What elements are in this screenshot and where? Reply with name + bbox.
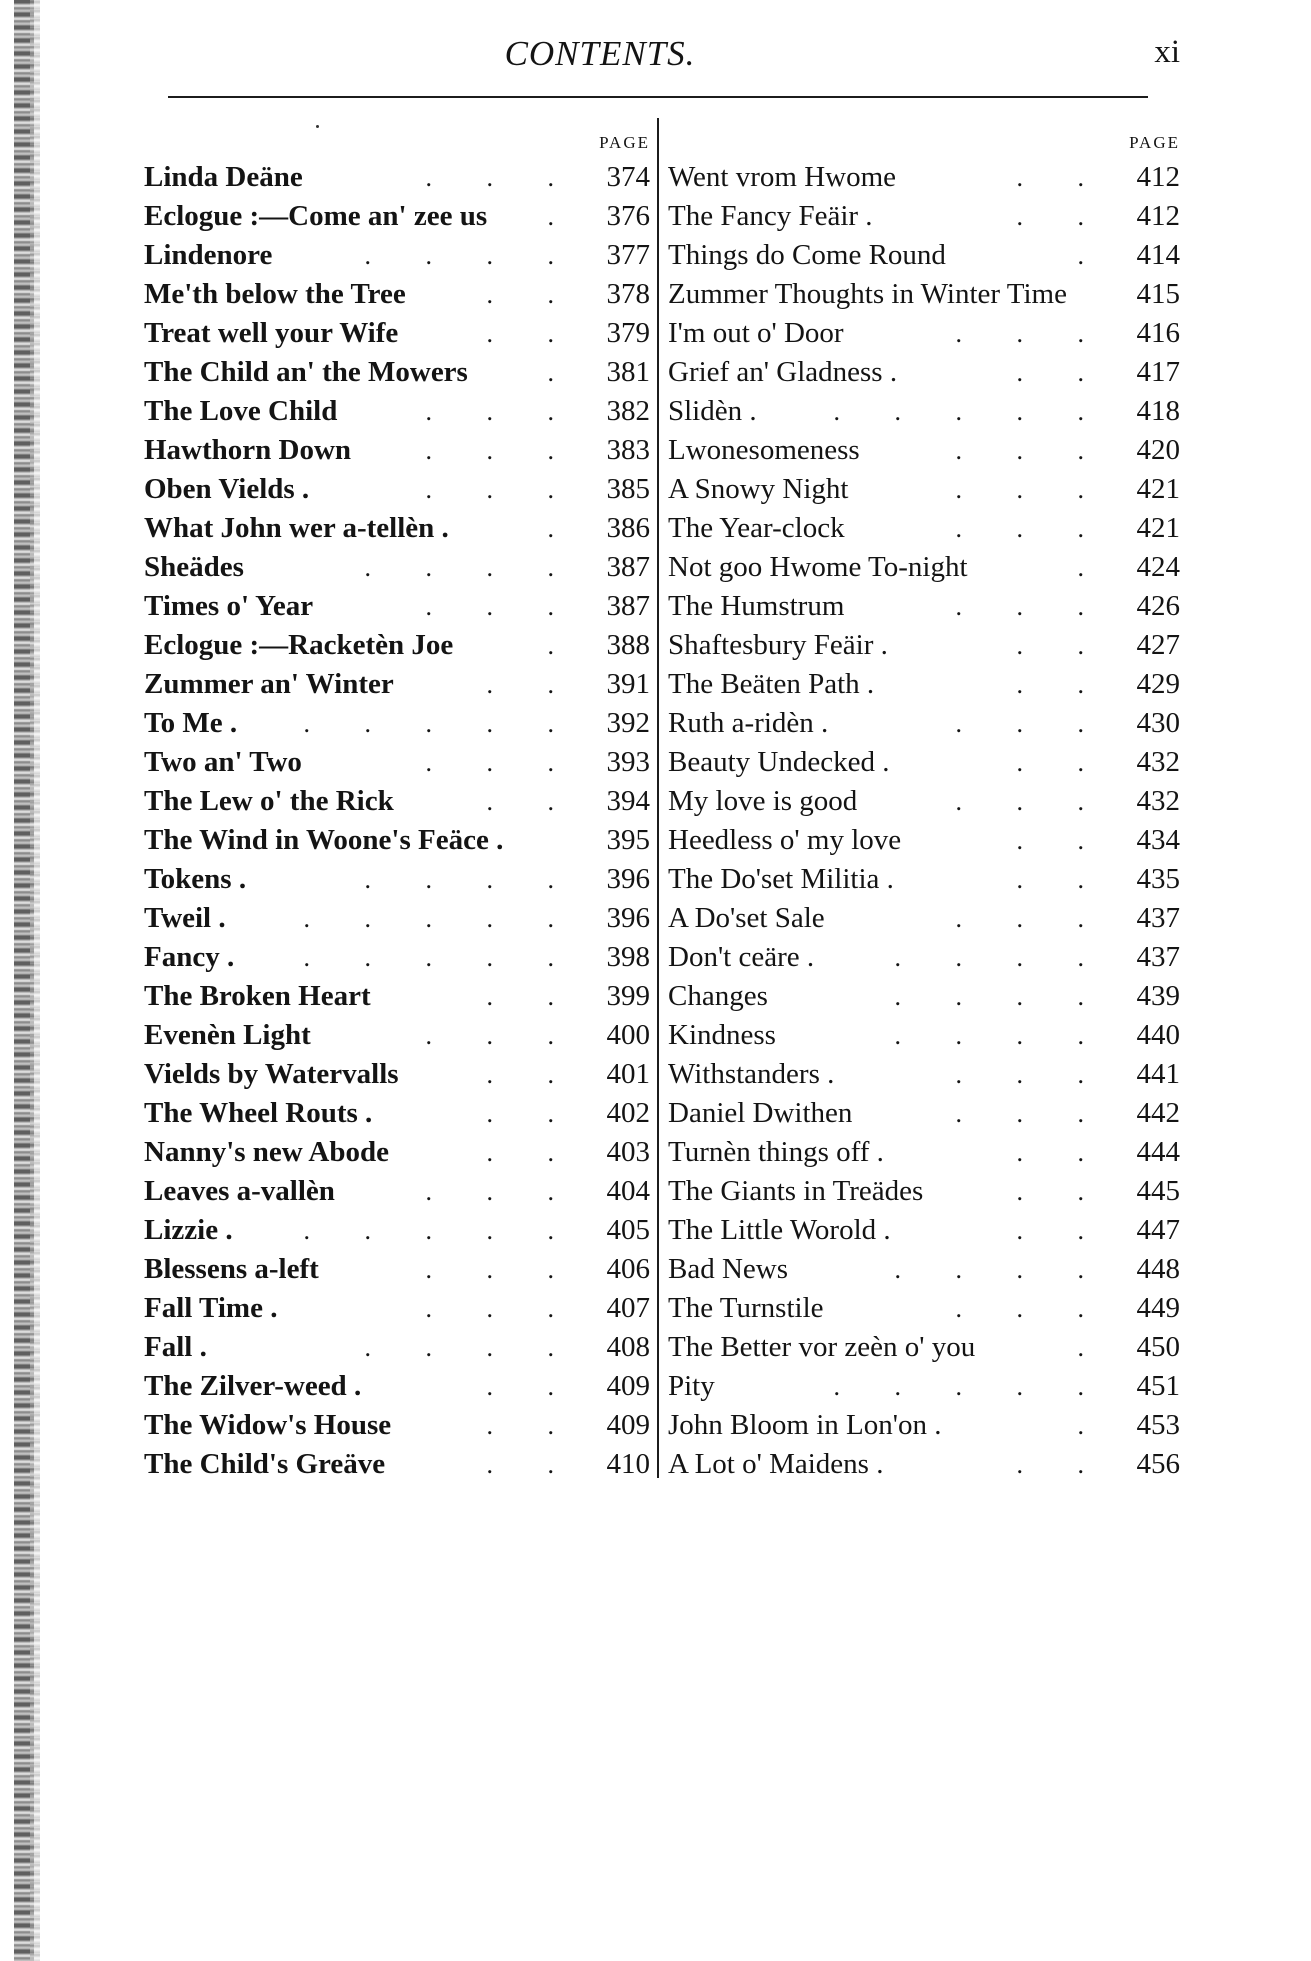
entry-title: Vields by Watervalls	[144, 1058, 399, 1090]
contents-entry	[668, 431, 1180, 470]
entry-page-number: 381	[606, 356, 650, 388]
entry-title: Nanny's new Abode	[144, 1136, 389, 1168]
entry-page-number: 409	[606, 1370, 650, 1402]
entry-page-number: 414	[1136, 239, 1180, 271]
entry-leader-dots: . . .	[955, 592, 1108, 621]
entry-page-number: 394	[606, 785, 650, 817]
entry-title: The Widow's House	[144, 1409, 392, 1441]
entry-title: Sheädes	[144, 551, 244, 583]
entry-title: A Do'set Sale	[668, 902, 825, 934]
entry-leader-dots: .	[547, 514, 578, 543]
entry-title: Tweil .	[144, 902, 226, 934]
contents-entry	[668, 470, 1180, 509]
entry-title: The Love Child	[144, 395, 338, 427]
entry-title: The Broken Heart	[144, 980, 371, 1012]
entry-page-number: 426	[1136, 590, 1180, 622]
contents-entry	[144, 1172, 650, 1211]
entry-leader-dots: . .	[1016, 1216, 1108, 1245]
entry-page-number: 406	[606, 1253, 650, 1285]
entry-leader-dots: . . .	[955, 475, 1108, 504]
contents-entry	[668, 626, 1180, 665]
contents-entry	[144, 626, 650, 665]
entry-leader-dots: . . . .	[894, 982, 1108, 1011]
entry-page-number: 396	[606, 863, 650, 895]
entry-leader-dots: . . .	[955, 319, 1108, 348]
entry-page-number: 403	[606, 1136, 650, 1168]
entry-page-number: 378	[606, 278, 650, 310]
entry-title: My love is good	[668, 785, 858, 817]
contents-entry	[668, 509, 1180, 548]
contents-entry	[144, 587, 650, 626]
entry-leader-dots: .	[547, 358, 578, 387]
entry-leader-dots: . .	[1016, 163, 1108, 192]
entry-title: The Wind in Woone's Feäce .	[144, 824, 504, 856]
entry-page-number: 395	[606, 824, 650, 856]
entry-page-number: 453	[1136, 1409, 1180, 1441]
entry-page-number: 437	[1136, 941, 1180, 973]
contents-entry	[668, 1406, 1180, 1445]
entry-leader-dots: .	[1077, 553, 1108, 582]
contents-entry	[668, 197, 1180, 236]
entry-title: Tokens .	[144, 863, 247, 895]
entry-leader-dots: . . . .	[894, 1255, 1108, 1284]
entry-title: The Zilver-weed .	[144, 1370, 362, 1402]
contents-entry	[144, 1133, 650, 1172]
entry-page-number: 385	[606, 473, 650, 505]
entry-title: I'm out o' Door	[668, 317, 844, 349]
contents-entry	[144, 665, 650, 704]
entry-leader-dots: . . .	[425, 748, 578, 777]
entry-title: Turnèn things off .	[668, 1136, 884, 1168]
entry-title: Withstanders .	[668, 1058, 835, 1090]
entry-page-number: 448	[1136, 1253, 1180, 1285]
contents-entry	[668, 665, 1180, 704]
entry-page-number: 379	[606, 317, 650, 349]
entry-leader-dots: . . .	[955, 1099, 1108, 1128]
contents-entry	[668, 782, 1180, 821]
entry-title: A Lot o' Maidens .	[668, 1448, 884, 1480]
entry-page-number: 407	[606, 1292, 650, 1324]
contents-entry	[144, 1016, 650, 1055]
contents-entry	[668, 236, 1180, 275]
entry-title: Zummer Thoughts in Winter Time	[668, 278, 1067, 310]
entry-leader-dots: . . .	[425, 1021, 578, 1050]
entry-title: The Humstrum	[668, 590, 845, 622]
entry-page-number: 424	[1136, 551, 1180, 583]
entry-title: Fall .	[144, 1331, 207, 1363]
contents-entry	[668, 821, 1180, 860]
entry-title: The Do'set Militia .	[668, 863, 894, 895]
entry-title: Shaftesbury Feäir .	[668, 629, 888, 661]
entry-page-number: 435	[1136, 863, 1180, 895]
entry-page-number: 374	[606, 161, 650, 193]
entry-leader-dots: . .	[486, 1138, 578, 1167]
entry-leader-dots: . .	[1016, 1177, 1108, 1206]
entry-title: A Snowy Night	[668, 473, 849, 505]
page-column-label: PAGE	[1129, 133, 1180, 152]
entry-leader-dots: . .	[486, 787, 578, 816]
contents-entry	[144, 782, 650, 821]
entry-leader-dots: . .	[1016, 826, 1108, 855]
entry-title: Zummer an' Winter	[144, 668, 394, 700]
entry-page-number: 429	[1136, 668, 1180, 700]
entry-leader-dots: . .	[486, 982, 578, 1011]
contents-entry	[668, 1133, 1180, 1172]
contents-entry	[668, 392, 1180, 431]
entry-leader-dots: .	[1077, 1333, 1108, 1362]
entry-leader-dots: . . . . .	[303, 1216, 578, 1245]
page-column-label: PAGE	[599, 133, 650, 152]
entry-leader-dots: .	[547, 631, 578, 660]
contents-entry	[668, 1445, 1180, 1484]
entry-leader-dots: . . .	[955, 436, 1108, 465]
entry-title: Beauty Undecked .	[668, 746, 890, 778]
entry-page-number: 383	[606, 434, 650, 466]
entry-title: Lwonesomeness	[668, 434, 860, 466]
entry-title: Evenèn Light	[144, 1019, 311, 1051]
entry-leader-dots: . . .	[425, 397, 578, 426]
entry-page-number: 432	[1136, 746, 1180, 778]
header-rule	[168, 96, 1148, 98]
entry-leader-dots: . .	[1016, 865, 1108, 894]
entry-page-number: 417	[1136, 356, 1180, 388]
contents-entry	[144, 1211, 650, 1250]
contents-column-left	[144, 128, 650, 1484]
entry-leader-dots: . .	[1016, 670, 1108, 699]
contents-entry	[668, 158, 1180, 197]
contents-entry	[144, 275, 650, 314]
entry-page-number: 392	[606, 707, 650, 739]
entry-title: The Lew o' the Rick	[144, 785, 394, 817]
contents-entry	[144, 860, 650, 899]
entry-leader-dots: . . .	[425, 1294, 578, 1323]
entry-leader-dots: . . . . .	[303, 709, 578, 738]
entry-page-number: 400	[606, 1019, 650, 1051]
entry-page-number: 442	[1136, 1097, 1180, 1129]
contents-entry	[668, 275, 1180, 314]
entry-leader-dots: . . . . .	[303, 904, 578, 933]
entry-title: Me'th below the Tree	[144, 278, 406, 310]
entry-title: The Child's Greäve	[144, 1448, 386, 1480]
entry-page-number: 440	[1136, 1019, 1180, 1051]
entry-page-number: 441	[1136, 1058, 1180, 1090]
entry-leader-dots: . . . .	[894, 943, 1108, 972]
contents-entry	[144, 977, 650, 1016]
contents-entry	[144, 704, 650, 743]
entry-leader-dots: . . . . .	[833, 1372, 1108, 1401]
page-number: xi	[1154, 34, 1180, 70]
entry-title: Kindness	[668, 1019, 776, 1051]
contents-entry	[668, 353, 1180, 392]
entry-leader-dots: .	[1077, 241, 1108, 270]
contents-entry	[144, 431, 650, 470]
entry-title: Not goo Hwome To-night	[668, 551, 968, 583]
contents-entry	[144, 743, 650, 782]
contents-entry	[144, 1328, 650, 1367]
entry-leader-dots: . . .	[955, 904, 1108, 933]
contents-entry	[668, 1094, 1180, 1133]
entry-page-number: 437	[1136, 902, 1180, 934]
entry-leader-dots: . . .	[425, 436, 578, 465]
entry-leader-dots: . . .	[955, 1294, 1108, 1323]
entry-page-number: 421	[1136, 512, 1180, 544]
entry-title: The Turnstile	[668, 1292, 824, 1324]
entry-page-number: 456	[1136, 1448, 1180, 1480]
entry-page-number: 427	[1136, 629, 1180, 661]
entry-page-number: 388	[606, 629, 650, 661]
entry-leader-dots: . . .	[425, 1177, 578, 1206]
contents-entry	[144, 314, 650, 353]
entry-title: The Child an' the Mowers	[144, 356, 468, 388]
entry-page-number: 445	[1136, 1175, 1180, 1207]
page-title: CONTENTS.	[504, 34, 696, 73]
entry-page-number: 450	[1136, 1331, 1180, 1363]
entry-leader-dots: . .	[486, 1372, 578, 1401]
contents-entry	[144, 197, 650, 236]
contents-entry	[144, 236, 650, 275]
entry-leader-dots: . .	[486, 670, 578, 699]
contents-entry	[668, 704, 1180, 743]
entry-title: The Year-clock	[668, 512, 845, 544]
entry-title: To Me .	[144, 707, 238, 739]
entry-page-number: 418	[1136, 395, 1180, 427]
contents-entry	[144, 1250, 650, 1289]
entry-page-number: 382	[606, 395, 650, 427]
contents-entry	[668, 587, 1180, 626]
entry-title: John Bloom in Lon'on .	[668, 1409, 942, 1441]
entry-page-number: 432	[1136, 785, 1180, 817]
entry-title: Oben Vields .	[144, 473, 310, 505]
entry-title: Ruth a-ridèn .	[668, 707, 829, 739]
contents-column-right	[668, 128, 1180, 1484]
entry-leader-dots: .	[547, 202, 578, 231]
entry-page-number: 410	[606, 1448, 650, 1480]
contents-entry	[144, 821, 650, 860]
entry-title: Lizzie .	[144, 1214, 233, 1246]
entry-title: Leaves a-vallèn	[144, 1175, 335, 1207]
entry-page-number: 386	[606, 512, 650, 544]
entry-leader-dots: . . .	[955, 1060, 1108, 1089]
entry-page-number: 449	[1136, 1292, 1180, 1324]
contents-entry	[144, 548, 650, 587]
entry-title: Times o' Year	[144, 590, 314, 622]
contents-list-left	[144, 158, 650, 1484]
contents-entry	[668, 938, 1180, 977]
entry-title: Changes	[668, 980, 768, 1012]
entry-page-number: 396	[606, 902, 650, 934]
contents-entry	[668, 1211, 1180, 1250]
entry-leader-dots: . .	[486, 1099, 578, 1128]
contents-entry	[668, 1289, 1180, 1328]
contents-entry	[668, 977, 1180, 1016]
entry-page-number: 402	[606, 1097, 650, 1129]
entry-page-number: 377	[606, 239, 650, 271]
entry-title: Grief an' Gladness .	[668, 356, 898, 388]
entry-page-number: 408	[606, 1331, 650, 1363]
entry-leader-dots: . .	[486, 1450, 578, 1479]
entry-title: The Fancy Feäir .	[668, 200, 873, 232]
entry-leader-dots: . . .	[425, 475, 578, 504]
entry-title: The Better vor zeèn o' you	[668, 1331, 976, 1363]
entry-leader-dots: . .	[486, 319, 578, 348]
contents-entry	[144, 470, 650, 509]
entry-title: Eclogue :—Racketèn Joe	[144, 629, 454, 661]
entry-leader-dots: .	[1077, 1411, 1108, 1440]
contents-entry	[668, 899, 1180, 938]
contents-entry	[144, 1289, 650, 1328]
contents-entry	[668, 1328, 1180, 1367]
entry-title: Went vrom Hwome	[668, 161, 897, 193]
entry-title: Linda Deäne	[144, 161, 303, 193]
contents-list-right	[668, 158, 1180, 1484]
entry-page-number: 376	[606, 200, 650, 232]
entry-title: Lindenore	[144, 239, 273, 271]
entry-leader-dots: . .	[1016, 748, 1108, 777]
entry-leader-dots: . .	[1016, 1138, 1108, 1167]
entry-page-number: 409	[606, 1409, 650, 1441]
entry-leader-dots: . . .	[425, 592, 578, 621]
contents-entry	[144, 158, 650, 197]
entry-page-number: 412	[1136, 200, 1180, 232]
entry-page-number: 421	[1136, 473, 1180, 505]
entry-page-number: 391	[606, 668, 650, 700]
contents-entry	[668, 1367, 1180, 1406]
entry-title: Blessens a-left	[144, 1253, 319, 1285]
entry-leader-dots: . .	[1016, 358, 1108, 387]
contents-entry	[668, 1055, 1180, 1094]
entry-title: Pity	[668, 1370, 715, 1402]
entry-page-number: 398	[606, 941, 650, 973]
entry-title: Slidèn .	[668, 395, 757, 427]
entry-leader-dots: . . .	[425, 1255, 578, 1284]
entry-title: The Beäten Path .	[668, 668, 875, 700]
entry-leader-dots: . .	[486, 1060, 578, 1089]
contents-entry	[144, 1094, 650, 1133]
contents-entry	[668, 1016, 1180, 1055]
entry-leader-dots: . . .	[955, 709, 1108, 738]
entry-page-number: 401	[606, 1058, 650, 1090]
contents-entry	[144, 1055, 650, 1094]
contents-entry	[668, 1250, 1180, 1289]
entry-leader-dots: . . . .	[364, 1333, 578, 1362]
entry-page-number: 439	[1136, 980, 1180, 1012]
entry-page-number: 430	[1136, 707, 1180, 739]
entry-page-number: 405	[606, 1214, 650, 1246]
entry-leader-dots: . . .	[955, 787, 1108, 816]
entry-page-number: 447	[1136, 1214, 1180, 1246]
contents-entry	[144, 1367, 650, 1406]
contents-entry	[668, 1172, 1180, 1211]
entry-title: Daniel Dwithen	[668, 1097, 853, 1129]
contents-entry	[144, 353, 650, 392]
entry-title: Two an' Two	[144, 746, 302, 778]
entry-title: The Giants in Treädes	[668, 1175, 924, 1207]
entry-page-number: 387	[606, 590, 650, 622]
entry-title: Heedless o' my love	[668, 824, 902, 856]
entry-page-number: 420	[1136, 434, 1180, 466]
book-binding-shadow	[30, 0, 40, 1961]
entry-title: The Little Worold .	[668, 1214, 891, 1246]
entry-title: Fancy .	[144, 941, 235, 973]
contents-entry	[668, 860, 1180, 899]
entry-title: Treat well your Wife	[144, 317, 399, 349]
contents-entry	[144, 392, 650, 431]
entry-leader-dots: . .	[1016, 631, 1108, 660]
entry-title: Don't ceäre .	[668, 941, 815, 973]
entry-title: Eclogue :—Come an' zee us	[144, 200, 488, 232]
column-divider	[657, 118, 659, 1478]
entry-leader-dots: . .	[1016, 1450, 1108, 1479]
contents-entry	[668, 314, 1180, 353]
entry-title: Bad News	[668, 1253, 789, 1285]
entry-title: Things do Come Round	[668, 239, 946, 271]
entry-leader-dots: . .	[486, 280, 578, 309]
entry-page-number: 444	[1136, 1136, 1180, 1168]
entry-leader-dots: . . . .	[364, 553, 578, 582]
entry-leader-dots: . . . .	[894, 1021, 1108, 1050]
contents-entry	[144, 509, 650, 548]
entry-page-number: 415	[1136, 278, 1180, 310]
entry-page-number: 412	[1136, 161, 1180, 193]
entry-title: Hawthorn Down	[144, 434, 352, 466]
entry-leader-dots: . . .	[425, 163, 578, 192]
entry-leader-dots: . . . . .	[303, 943, 578, 972]
entry-page-number: 387	[606, 551, 650, 583]
contents-entry	[144, 1445, 650, 1484]
entry-title: Fall Time .	[144, 1292, 278, 1324]
contents-entry	[668, 548, 1180, 587]
entry-page-number: 416	[1136, 317, 1180, 349]
contents-entry	[144, 1406, 650, 1445]
entry-leader-dots: . .	[1016, 202, 1108, 231]
entry-title: The Wheel Routs .	[144, 1097, 373, 1129]
entry-page-number: 434	[1136, 824, 1180, 856]
entry-page-number: 404	[606, 1175, 650, 1207]
entry-page-number: 393	[606, 746, 650, 778]
entry-title: What John wer a-tellèn .	[144, 512, 449, 544]
entry-leader-dots: . . . . .	[833, 397, 1108, 426]
entry-leader-dots: . . . .	[364, 241, 578, 270]
entry-leader-dots: . . .	[955, 514, 1108, 543]
contents-entry	[144, 938, 650, 977]
entry-leader-dots: . . . .	[364, 865, 578, 894]
entry-leader-dots: . .	[486, 1411, 578, 1440]
entry-page-number: 451	[1136, 1370, 1180, 1402]
contents-entry	[668, 743, 1180, 782]
contents-entry	[144, 899, 650, 938]
entry-page-number: 399	[606, 980, 650, 1012]
